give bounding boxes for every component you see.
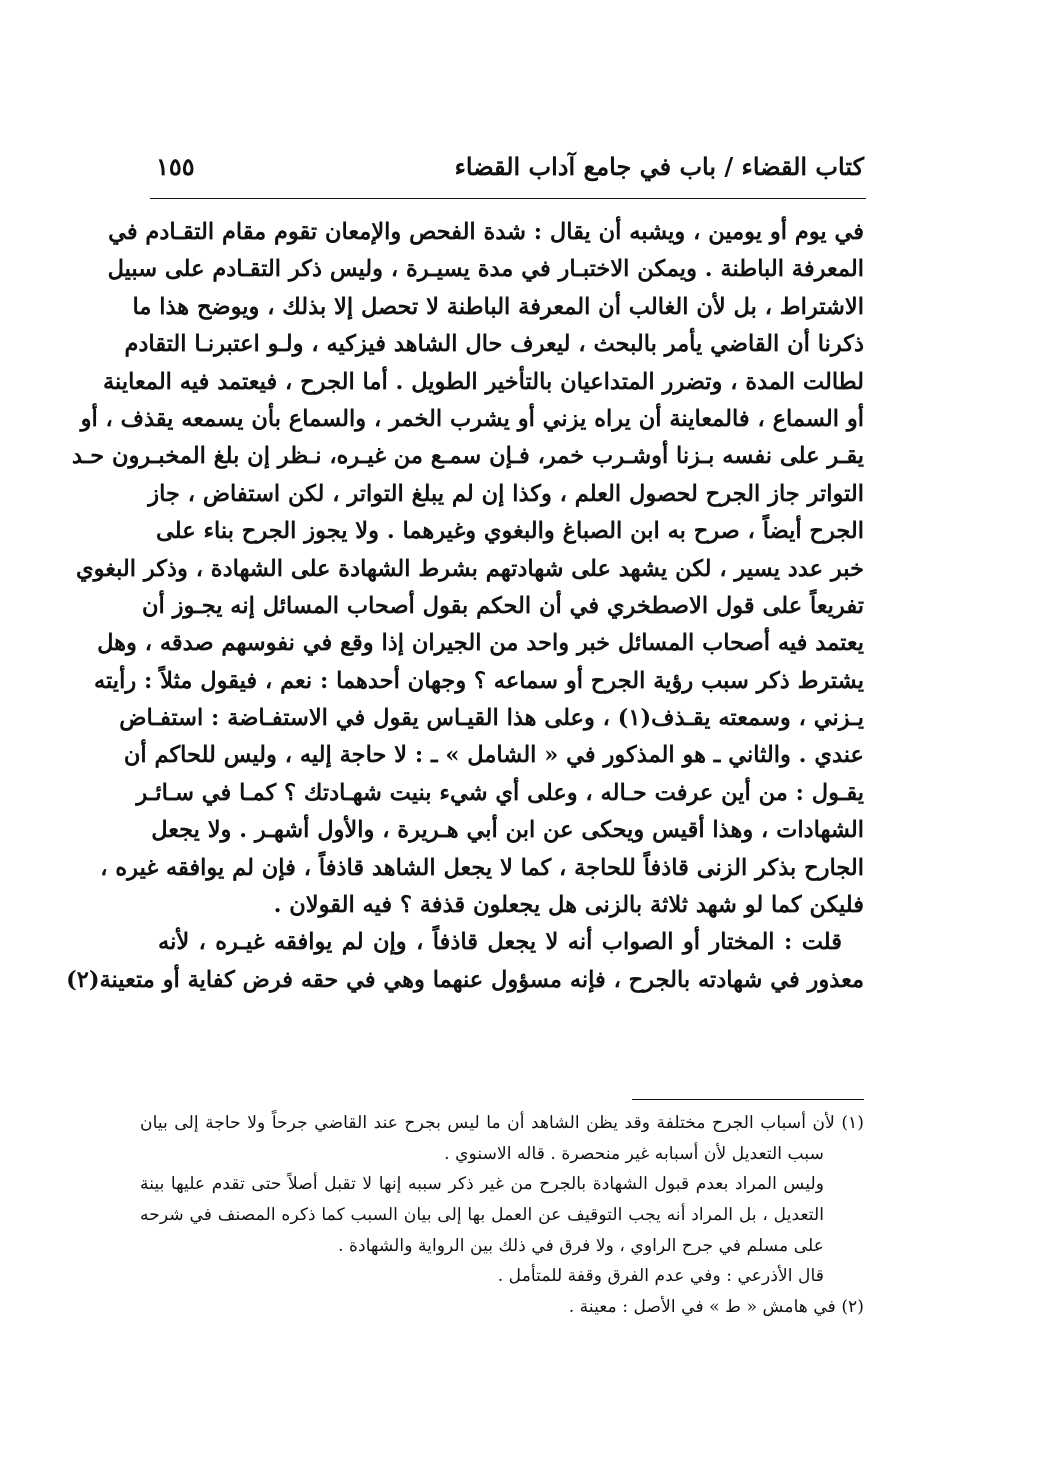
body-line: يشترط ذكر سبب رؤية الجرح أو سماعه ؟ وجهان أحدهما : نعم ، فيقول مثلاً : رأيته	[93, 667, 864, 694]
body-line-paragraph-start: قلت : المختار أو الصواب أنه لا يجعل قاذفاً ، وإن لم يوافقه غيـره ، لأنه	[158, 929, 842, 956]
header-rule	[150, 198, 866, 199]
body-line: الجرح أيضاً ، صرح به ابن الصباغ والبغوي وغيرهما . ولا يجوز الجرح بناء على	[156, 518, 864, 545]
body-line: يقـول : من أين عرفت حـاله ، وعلى أي شيء بنيت شهـادتك ؟ كمـا في سـائـر	[136, 779, 864, 806]
body-line: المعرفة الباطنة . ويمكن الاختبـار في مدة يسيـرة ، وليس ذكر التقـادم على سبيل	[107, 256, 864, 283]
footnote-line: التعديل ، بل المراد أنه يجب التوقيف عن العمل بها إلى بيان السبب كما ذكره المصنف في شرحه	[140, 1205, 824, 1226]
footnote-line: وليس المراد بعدم قبول الشهادة بالجرح من غير ذكر سببه إنها لا تقبل أصلاً حتى تقدم عليها بينة	[140, 1174, 824, 1195]
body-line: يـزني ، وسمعته يقـذف(١) ، وعلى هذا القيـاس يقول في الاستفـاضة : استفـاض	[119, 705, 864, 732]
body-line: في يوم أو يومين ، ويشبه أن يقال : شدة الفحص والإمعان تقوم مقام التقـادم في	[108, 219, 864, 245]
header-title: كتاب القضاء / باب في جامع آداب القضاء	[454, 152, 864, 181]
body-line: التواتر جاز الجرح لحصول العلم ، وكذا إن لم يبلغ التواتر ، لكن استفاض ، جاز	[148, 480, 864, 507]
body-line: معذور في شهادته بالجرح ، فإنه مسؤول عنهما وهي في حقه فرض كفاية أو متعينة(٢)	[66, 966, 864, 993]
body-line: لطالت المدة ، وتضرر المتداعيان بالتأخير الطويل . أما الجرح ، فيعتمد فيه المعاينة	[102, 368, 864, 395]
footnote-line: على مسلم في جرح الراوي ، ولا فرق في ذلك بين الرواية والشهادة .	[338, 1235, 824, 1256]
body-line: الجارح بذكر الزنى قاذفاً للحاجة ، كما لا يجعل الشاهد قاذفاً ، فإن لم يوافقه غيره ،	[100, 854, 864, 881]
footnote-line: سبب التعديل لأن أسبابه غير منحصرة . قاله الاسنوي .	[444, 1143, 824, 1164]
body-line: ذكرنا أن القاضي يأمر بالبحث ، ليعرف حال الشاهد فيزكيه ، ولـو اعتبرنـا التقادم	[124, 331, 864, 358]
footnote-line: (١) لأن أسباب الجرح مختلفة وقد يظن الشاهد أن ما ليس بجرح عند القاضي جرحاً ولا حاجة إلى بيان	[140, 1113, 864, 1133]
body-line: يعتمد فيه أصحاب المسائل خبر واحد من الجيران إذا وقع في نفوسهم صدقه ، وهل	[97, 630, 864, 657]
body-line: تفريعاً على قول الاصطخري في أن الحكم بقول أصحاب المسائل إنه يجـوز أن	[142, 592, 864, 619]
body-text	[66, 214, 864, 999]
body-line: خبر عدد يسير ، لكن يشهد على شهادتهم بشرط الشهادة على الشهادة ، وذكر البغوي	[76, 555, 864, 582]
running-header	[150, 150, 864, 190]
body-line: أو السماع ، فالمعاينة أن يراه يزني أو يشرب الخمر ، والسماع بأن يسمعه يقذف ، أو	[80, 405, 864, 432]
page-number: ١٥٥	[156, 152, 195, 181]
footnote-line: قال الأذرعي : وفي عدم الفرق وقفة للمتأمل .	[497, 1266, 824, 1287]
footnote-rule	[632, 1099, 864, 1100]
body-line: الشهادات ، وهذا أقيس ويحكى عن ابن أبي هـريرة ، والأول أشهـر . ولا يجعل	[151, 817, 864, 844]
body-line: يقـر على نفسه بـزنا أوشـرب خمر، فـإن سمـع من غيـره، نـظر إن بلغ المخبـرون حـد	[71, 443, 864, 470]
footnotes	[140, 1108, 864, 1323]
body-line: عندي . والثاني ـ هو المذكور في « الشامل » ـ : لا حاجة إليه ، وليس للحاكم أن	[123, 742, 864, 769]
footnote-line: (٢) في هامش « ط » في الأصل : معينة .	[568, 1297, 864, 1318]
body-line-paragraph-end: فليكن كما لو شهد ثلاثة بالزنى هل يجعلون قذفة ؟ فيه القولان .	[273, 892, 864, 919]
body-line: الاشتراط ، بل لأن الغالب أن المعرفة الباطنة لا تحصل إلا بذلك ، ويوضح هذا ما	[132, 293, 864, 320]
